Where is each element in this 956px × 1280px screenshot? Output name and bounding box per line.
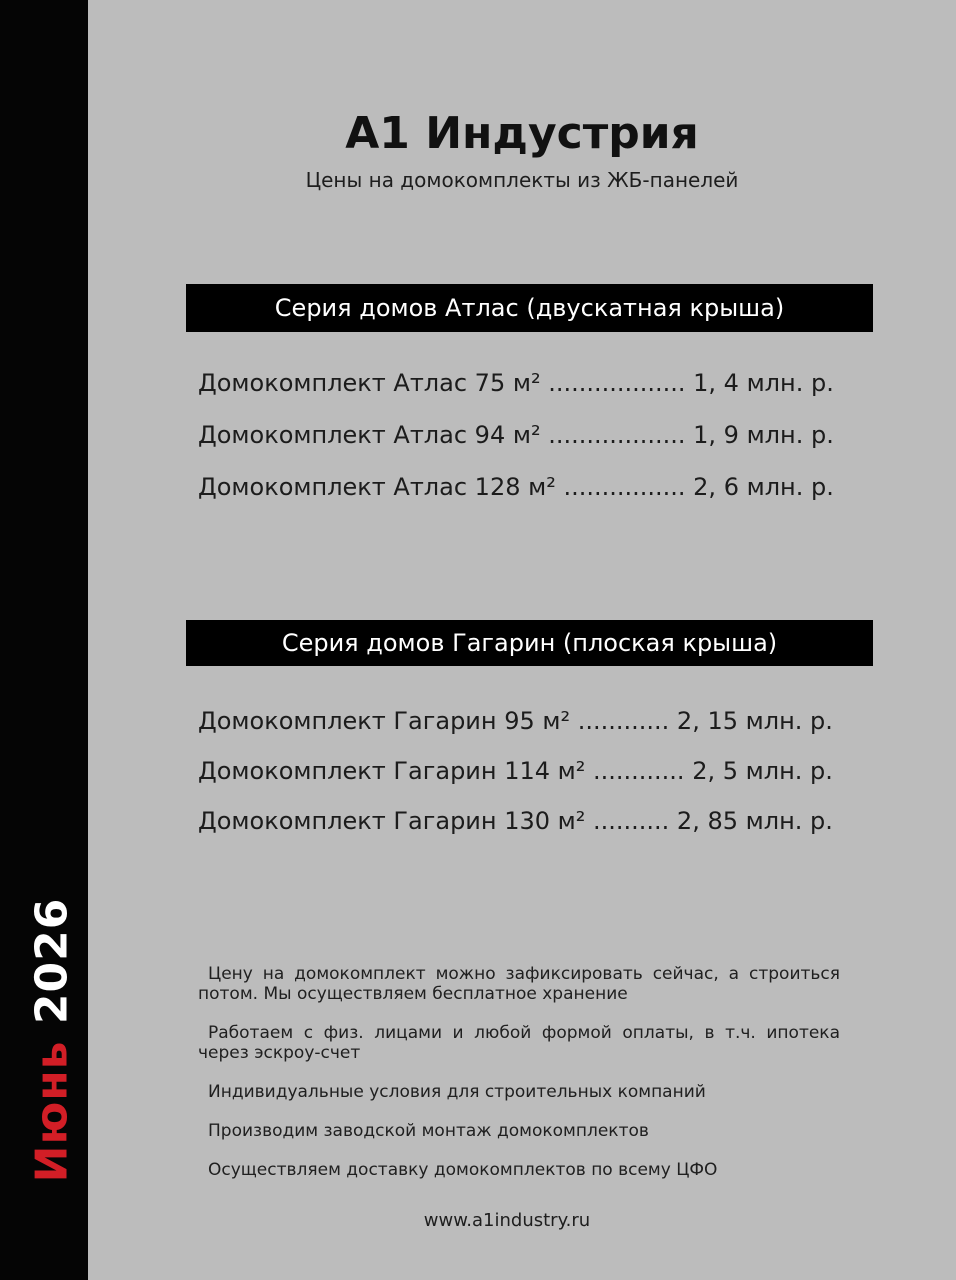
- price-list-gagarin: [198, 702, 833, 852]
- price-item: Домокомплект Гагарин 130 м² .......... 2, 85 млн. р.: [198, 807, 833, 835]
- price-item: Домокомплект Гагарин 95 м² ............ 2, 15 млн. р.: [198, 707, 833, 735]
- price-item: Домокомплект Атлас 75 м² .................. 1, 4 млн. р.: [198, 369, 834, 397]
- price-list-atlas: [198, 364, 834, 520]
- page-title: А1 Индустрия: [345, 108, 699, 159]
- date-year: 2026: [26, 897, 78, 1025]
- note-item: [198, 1121, 840, 1141]
- series-heading-atlas: Серия домов Атлас (двускатная крыша): [186, 284, 873, 332]
- note-text: Производим заводской монтаж домокомплектов: [208, 1121, 649, 1141]
- note-item: [198, 964, 840, 1004]
- notes-section: [198, 964, 840, 1199]
- note-item: [198, 1023, 840, 1063]
- price-item: Домокомплект Атлас 128 м² ................ 2, 6 млн. р.: [198, 473, 834, 501]
- page-subtitle: Цены на домокомплекты из ЖБ-панелей: [305, 168, 739, 192]
- price-item: Домокомплект Атлас 94 м² .................. 1, 9 млн. р.: [198, 421, 834, 449]
- date-label: [27, 898, 78, 1183]
- note-text: Цену на домокомплект можно зафиксировать сейчас, а строиться потом. Мы осуществляем бесплатное хранение: [198, 964, 840, 1004]
- website-link[interactable]: www.a1industry.ru: [423, 1210, 591, 1231]
- note-item: [198, 1082, 840, 1102]
- note-item: [198, 1160, 840, 1180]
- note-text: Работаем с физ. лицами и любой формой оплаты, в т.ч. ипотека через эскроу-счет: [198, 1023, 840, 1063]
- series-heading-gagarin: Серия домов Гагарин (плоская крыша): [186, 620, 873, 666]
- website-link-container: [88, 1210, 956, 1231]
- note-text: Осуществляем доставку домокомплектов по всему ЦФО: [208, 1160, 718, 1180]
- note-text: Индивидуальные условия для строительных компаний: [208, 1082, 706, 1102]
- date-month: Июнь: [26, 1040, 78, 1183]
- price-item: Домокомплект Гагарин 114 м² ............ 2, 5 млн. р.: [198, 757, 833, 785]
